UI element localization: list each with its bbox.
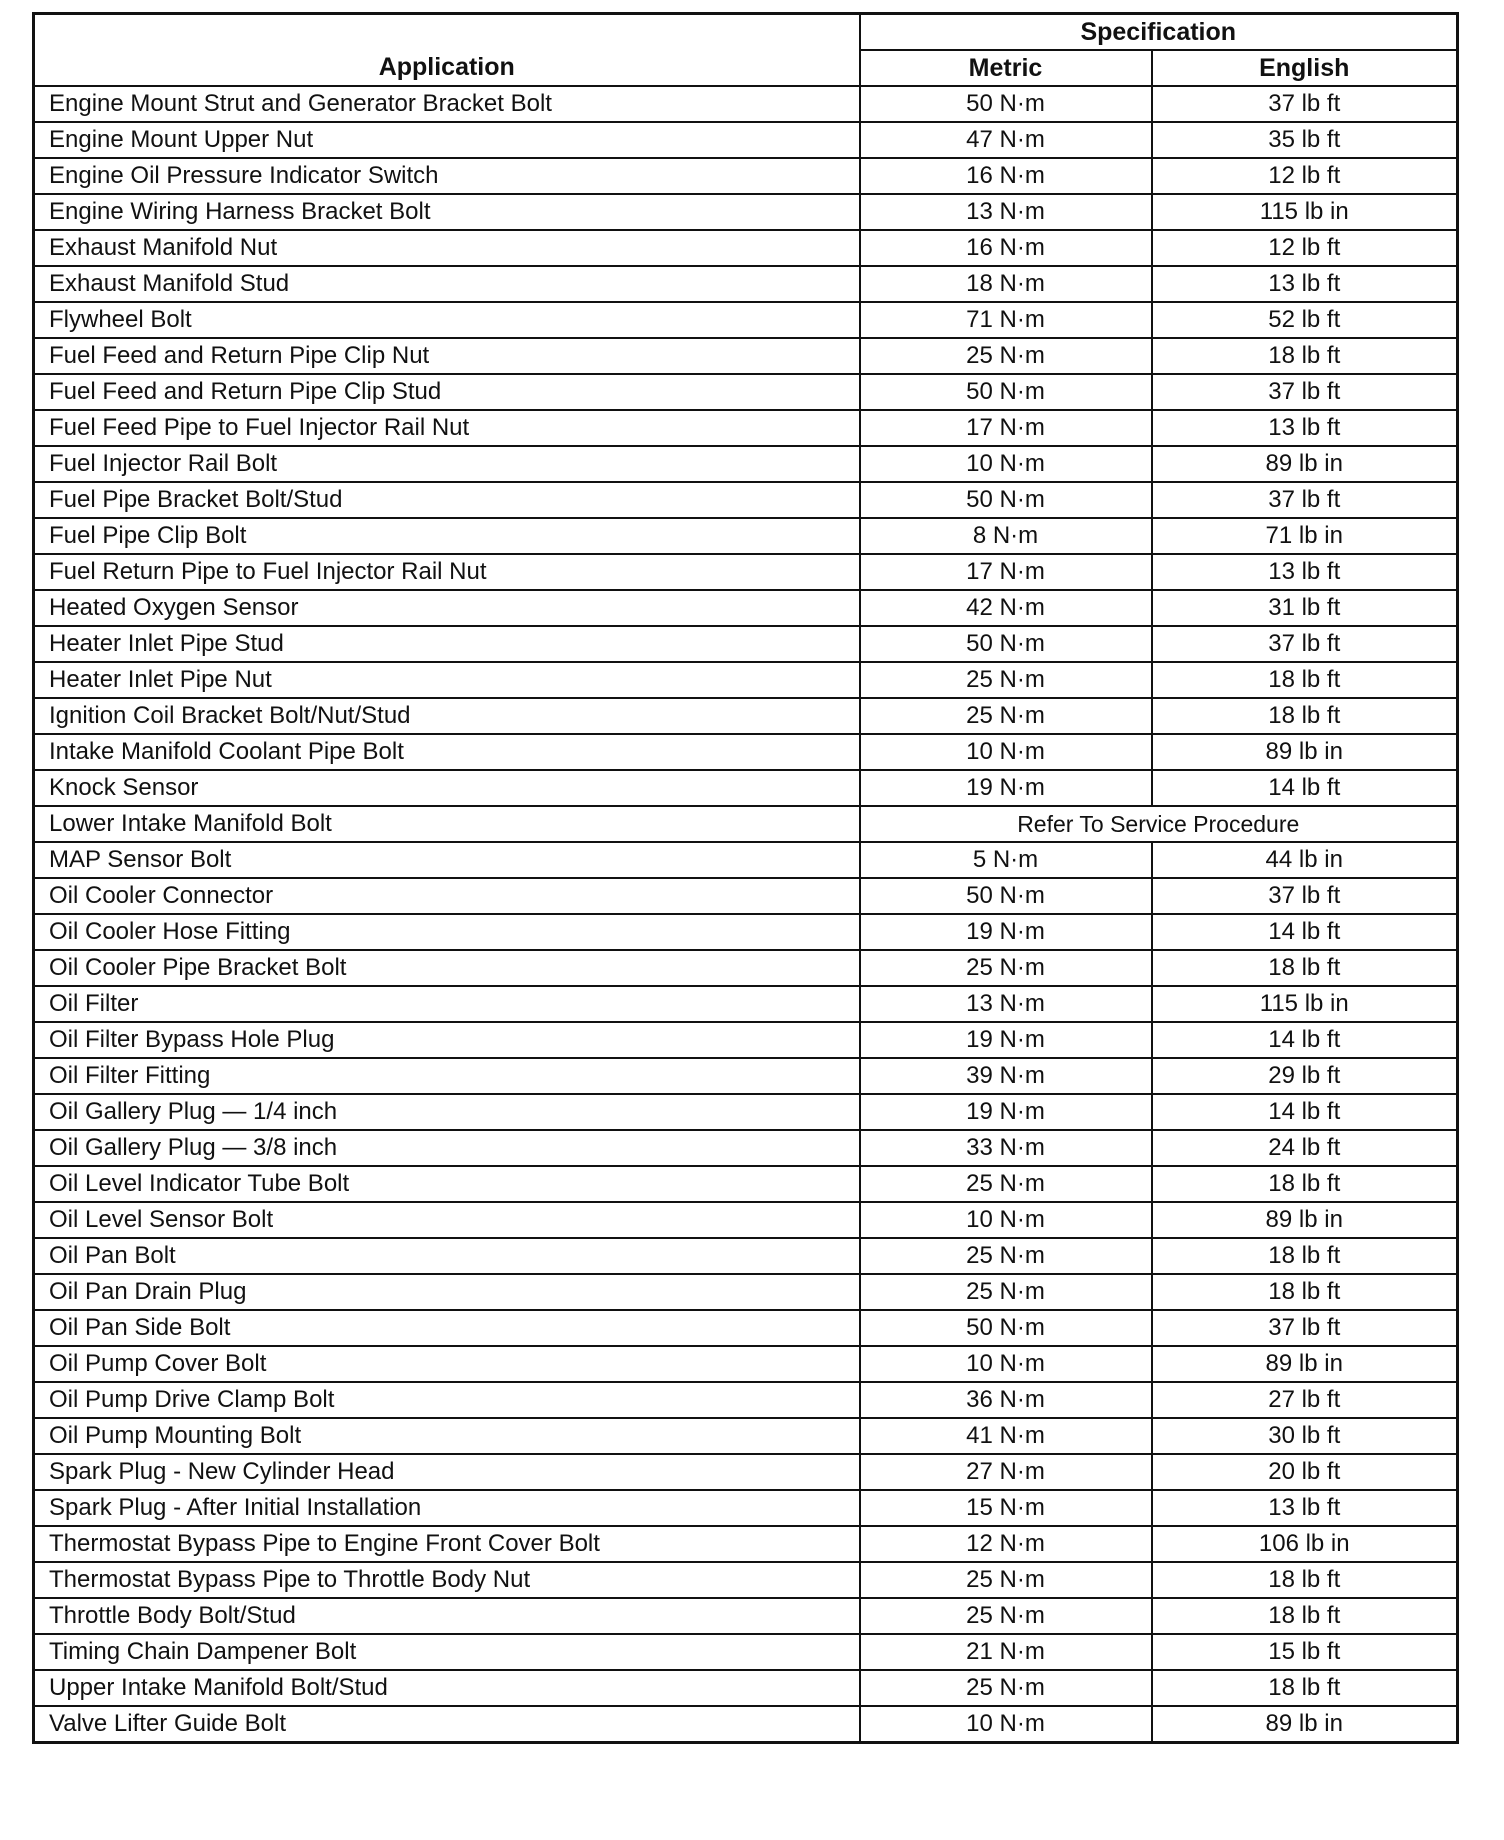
metric-column-header: Metric	[860, 50, 1152, 86]
table-row	[34, 1058, 1458, 1094]
table-row	[34, 1166, 1458, 1202]
table-row	[34, 230, 1458, 266]
table-row	[34, 1418, 1458, 1454]
metric-cell: 25 N·m	[860, 1238, 1152, 1274]
table-row	[34, 986, 1458, 1022]
application-cell: Timing Chain Dampener Bolt	[34, 1634, 860, 1670]
table-row	[34, 1274, 1458, 1310]
metric-cell: 16 N·m	[860, 158, 1152, 194]
metric-cell: 50 N·m	[860, 86, 1152, 122]
table-row	[34, 950, 1458, 986]
english-cell: 13 lb ft	[1152, 554, 1458, 590]
application-cell: Engine Mount Strut and Generator Bracket Bolt	[34, 86, 860, 122]
table-row	[34, 878, 1458, 914]
table-row	[34, 86, 1458, 122]
application-cell: Heated Oxygen Sensor	[34, 590, 860, 626]
metric-cell: 27 N·m	[860, 1454, 1152, 1490]
metric-cell: 41 N·m	[860, 1418, 1152, 1454]
metric-cell: 25 N·m	[860, 1562, 1152, 1598]
english-cell: 12 lb ft	[1152, 230, 1458, 266]
metric-cell: 8 N·m	[860, 518, 1152, 554]
application-cell: Oil Filter Bypass Hole Plug	[34, 1022, 860, 1058]
table-row	[34, 1562, 1458, 1598]
english-cell: 18 lb ft	[1152, 1598, 1458, 1634]
metric-cell: 19 N·m	[860, 914, 1152, 950]
application-cell: Oil Cooler Hose Fitting	[34, 914, 860, 950]
application-cell: Spark Plug - New Cylinder Head	[34, 1454, 860, 1490]
metric-cell: 50 N·m	[860, 878, 1152, 914]
application-cell: Fuel Feed and Return Pipe Clip Nut	[34, 338, 860, 374]
metric-cell: 10 N·m	[860, 446, 1152, 482]
table-row	[34, 1670, 1458, 1706]
table-row	[34, 1310, 1458, 1346]
english-cell: 35 lb ft	[1152, 122, 1458, 158]
application-cell: Exhaust Manifold Nut	[34, 230, 860, 266]
application-cell: Oil Pan Bolt	[34, 1238, 860, 1274]
metric-cell: 17 N·m	[860, 410, 1152, 446]
table-row	[34, 1490, 1458, 1526]
metric-cell: 50 N·m	[860, 626, 1152, 662]
application-cell: Intake Manifold Coolant Pipe Bolt	[34, 734, 860, 770]
application-cell: Fuel Pipe Clip Bolt	[34, 518, 860, 554]
metric-cell: 47 N·m	[860, 122, 1152, 158]
english-cell: 18 lb ft	[1152, 338, 1458, 374]
table-row	[34, 482, 1458, 518]
metric-cell: 19 N·m	[860, 1094, 1152, 1130]
table-row	[34, 1130, 1458, 1166]
metric-cell: 25 N·m	[860, 338, 1152, 374]
english-cell: 106 lb in	[1152, 1526, 1458, 1562]
application-cell: Oil Level Indicator Tube Bolt	[34, 1166, 860, 1202]
application-cell: Ignition Coil Bracket Bolt/Nut/Stud	[34, 698, 860, 734]
table-row	[34, 1634, 1458, 1670]
application-cell: Knock Sensor	[34, 770, 860, 806]
application-cell: Upper Intake Manifold Bolt/Stud	[34, 1670, 860, 1706]
english-cell: 89 lb in	[1152, 734, 1458, 770]
table-row	[34, 266, 1458, 302]
application-cell: Oil Cooler Connector	[34, 878, 860, 914]
application-cell: Oil Filter Fitting	[34, 1058, 860, 1094]
table-row	[34, 1346, 1458, 1382]
application-cell: Fuel Feed Pipe to Fuel Injector Rail Nut	[34, 410, 860, 446]
table-row	[34, 590, 1458, 626]
metric-cell: 25 N·m	[860, 1598, 1152, 1634]
application-cell: Oil Gallery Plug — 1/4 inch	[34, 1094, 860, 1130]
english-cell: 20 lb ft	[1152, 1454, 1458, 1490]
application-cell: Lower Intake Manifold Bolt	[34, 806, 860, 842]
metric-cell: 19 N·m	[860, 770, 1152, 806]
english-cell: 14 lb ft	[1152, 914, 1458, 950]
application-cell: Oil Pump Drive Clamp Bolt	[34, 1382, 860, 1418]
metric-cell: 10 N·m	[860, 1706, 1152, 1743]
specification-column-header: Specification	[860, 14, 1458, 51]
table-body	[34, 86, 1458, 1743]
application-cell: Engine Oil Pressure Indicator Switch	[34, 158, 860, 194]
application-cell: Oil Gallery Plug — 3/8 inch	[34, 1130, 860, 1166]
table-row	[34, 842, 1458, 878]
english-cell: 115 lb in	[1152, 194, 1458, 230]
english-cell: 15 lb ft	[1152, 1634, 1458, 1670]
application-cell: MAP Sensor Bolt	[34, 842, 860, 878]
application-cell: Oil Cooler Pipe Bracket Bolt	[34, 950, 860, 986]
metric-cell: 50 N·m	[860, 1310, 1152, 1346]
table-row	[34, 158, 1458, 194]
header-row-top	[34, 14, 1458, 51]
english-cell: 37 lb ft	[1152, 626, 1458, 662]
application-cell: Oil Pan Side Bolt	[34, 1310, 860, 1346]
table-row	[34, 662, 1458, 698]
english-cell: 18 lb ft	[1152, 1238, 1458, 1274]
application-cell: Valve Lifter Guide Bolt	[34, 1706, 860, 1743]
metric-cell: 25 N·m	[860, 1670, 1152, 1706]
metric-cell: 13 N·m	[860, 986, 1152, 1022]
application-cell: Oil Pan Drain Plug	[34, 1274, 860, 1310]
table-row	[34, 446, 1458, 482]
application-cell: Thermostat Bypass Pipe to Throttle Body Nut	[34, 1562, 860, 1598]
application-cell: Engine Wiring Harness Bracket Bolt	[34, 194, 860, 230]
english-cell: 18 lb ft	[1152, 950, 1458, 986]
table-row	[34, 1706, 1458, 1743]
table-row	[34, 410, 1458, 446]
metric-cell: 13 N·m	[860, 194, 1152, 230]
metric-cell: 12 N·m	[860, 1526, 1152, 1562]
metric-cell: 15 N·m	[860, 1490, 1152, 1526]
table-row	[34, 1598, 1458, 1634]
english-cell: 115 lb in	[1152, 986, 1458, 1022]
english-cell: 13 lb ft	[1152, 1490, 1458, 1526]
english-cell: 37 lb ft	[1152, 1310, 1458, 1346]
english-cell: 89 lb in	[1152, 1706, 1458, 1743]
table-row	[34, 626, 1458, 662]
table-row	[34, 1022, 1458, 1058]
application-cell: Exhaust Manifold Stud	[34, 266, 860, 302]
table-row	[34, 1454, 1458, 1490]
table-row	[34, 806, 1458, 842]
table-row	[34, 122, 1458, 158]
application-cell: Oil Pump Mounting Bolt	[34, 1418, 860, 1454]
english-cell: 18 lb ft	[1152, 662, 1458, 698]
metric-cell: 17 N·m	[860, 554, 1152, 590]
english-cell: 12 lb ft	[1152, 158, 1458, 194]
english-cell: 31 lb ft	[1152, 590, 1458, 626]
table-row	[34, 914, 1458, 950]
english-cell: 52 lb ft	[1152, 302, 1458, 338]
table-row	[34, 302, 1458, 338]
metric-cell: 16 N·m	[860, 230, 1152, 266]
table-row	[34, 1202, 1458, 1238]
table-row	[34, 518, 1458, 554]
metric-cell: 25 N·m	[860, 1166, 1152, 1202]
metric-cell: 18 N·m	[860, 266, 1152, 302]
metric-cell: 10 N·m	[860, 1346, 1152, 1382]
table-row	[34, 1238, 1458, 1274]
english-cell: 18 lb ft	[1152, 1274, 1458, 1310]
table-header	[34, 14, 1458, 87]
specification-note-cell: Refer To Service Procedure	[860, 806, 1458, 842]
application-cell: Fuel Pipe Bracket Bolt/Stud	[34, 482, 860, 518]
metric-cell: 42 N·m	[860, 590, 1152, 626]
metric-cell: 21 N·m	[860, 1634, 1152, 1670]
metric-cell: 71 N·m	[860, 302, 1152, 338]
english-cell: 37 lb ft	[1152, 878, 1458, 914]
english-cell: 14 lb ft	[1152, 770, 1458, 806]
english-cell: 37 lb ft	[1152, 482, 1458, 518]
metric-cell: 33 N·m	[860, 1130, 1152, 1166]
application-cell: Thermostat Bypass Pipe to Engine Front Cover Bolt	[34, 1526, 860, 1562]
metric-cell: 39 N·m	[860, 1058, 1152, 1094]
english-cell: 37 lb ft	[1152, 374, 1458, 410]
metric-cell: 50 N·m	[860, 482, 1152, 518]
torque-specification-table	[32, 12, 1459, 1744]
english-cell: 30 lb ft	[1152, 1418, 1458, 1454]
application-cell: Fuel Injector Rail Bolt	[34, 446, 860, 482]
table-row	[34, 1094, 1458, 1130]
table-row	[34, 1526, 1458, 1562]
table-row	[34, 770, 1458, 806]
metric-cell: 5 N·m	[860, 842, 1152, 878]
application-cell: Heater Inlet Pipe Nut	[34, 662, 860, 698]
english-cell: 18 lb ft	[1152, 1166, 1458, 1202]
application-cell: Throttle Body Bolt/Stud	[34, 1598, 860, 1634]
application-cell: Fuel Feed and Return Pipe Clip Stud	[34, 374, 860, 410]
english-cell: 89 lb in	[1152, 1346, 1458, 1382]
metric-cell: 19 N·m	[860, 1022, 1152, 1058]
english-cell: 89 lb in	[1152, 1202, 1458, 1238]
table-row	[34, 374, 1458, 410]
english-cell: 13 lb ft	[1152, 266, 1458, 302]
english-cell: 29 lb ft	[1152, 1058, 1458, 1094]
english-column-header: English	[1152, 50, 1458, 86]
english-cell: 18 lb ft	[1152, 698, 1458, 734]
metric-cell: 10 N·m	[860, 1202, 1152, 1238]
table-row	[34, 338, 1458, 374]
table-row	[34, 554, 1458, 590]
application-cell: Spark Plug - After Initial Installation	[34, 1490, 860, 1526]
application-cell: Heater Inlet Pipe Stud	[34, 626, 860, 662]
application-cell: Oil Level Sensor Bolt	[34, 1202, 860, 1238]
english-cell: 89 lb in	[1152, 446, 1458, 482]
application-column-header: Application	[34, 14, 860, 87]
table-row	[34, 1382, 1458, 1418]
application-cell: Engine Mount Upper Nut	[34, 122, 860, 158]
english-cell: 18 lb ft	[1152, 1670, 1458, 1706]
english-cell: 44 lb in	[1152, 842, 1458, 878]
table-row	[34, 734, 1458, 770]
metric-cell: 50 N·m	[860, 374, 1152, 410]
application-cell: Fuel Return Pipe to Fuel Injector Rail Nut	[34, 554, 860, 590]
metric-cell: 25 N·m	[860, 698, 1152, 734]
table-row	[34, 698, 1458, 734]
english-cell: 18 lb ft	[1152, 1562, 1458, 1598]
english-cell: 24 lb ft	[1152, 1130, 1458, 1166]
english-cell: 37 lb ft	[1152, 86, 1458, 122]
english-cell: 71 lb in	[1152, 518, 1458, 554]
metric-cell: 10 N·m	[860, 734, 1152, 770]
application-cell: Oil Filter	[34, 986, 860, 1022]
english-cell: 27 lb ft	[1152, 1382, 1458, 1418]
table-row	[34, 194, 1458, 230]
english-cell: 14 lb ft	[1152, 1022, 1458, 1058]
metric-cell: 25 N·m	[860, 662, 1152, 698]
metric-cell: 36 N·m	[860, 1382, 1152, 1418]
english-cell: 13 lb ft	[1152, 410, 1458, 446]
application-cell: Oil Pump Cover Bolt	[34, 1346, 860, 1382]
application-cell: Flywheel Bolt	[34, 302, 860, 338]
metric-cell: 25 N·m	[860, 950, 1152, 986]
english-cell: 14 lb ft	[1152, 1094, 1458, 1130]
metric-cell: 25 N·m	[860, 1274, 1152, 1310]
